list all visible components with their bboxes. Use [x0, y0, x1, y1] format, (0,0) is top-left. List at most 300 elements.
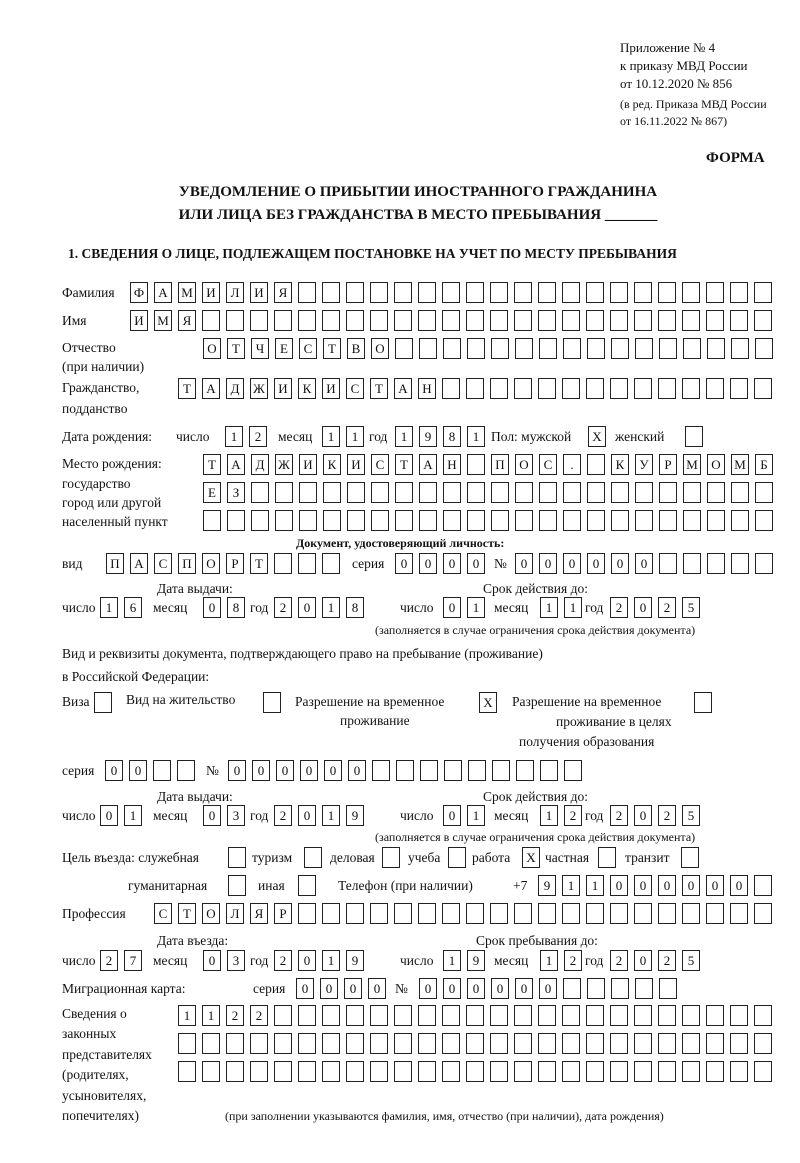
char-cell[interactable]: Н	[418, 378, 436, 399]
char-cell[interactable]	[659, 978, 677, 999]
char-cell[interactable]	[706, 1005, 724, 1026]
char-cell[interactable]	[586, 378, 604, 399]
char-cell[interactable]	[298, 282, 316, 303]
char-cell[interactable]: 0	[539, 978, 557, 999]
char-cell[interactable]: 5	[682, 597, 700, 618]
char-cell[interactable]: .	[563, 454, 581, 475]
char-cell[interactable]: 0	[443, 553, 461, 574]
char-cell[interactable]: 0	[298, 805, 316, 826]
char-cell[interactable]	[298, 1033, 316, 1054]
char-cell[interactable]: Р	[226, 553, 244, 574]
char-cell[interactable]	[635, 978, 653, 999]
char-cell[interactable]	[634, 903, 652, 924]
char-cell[interactable]: 1	[322, 805, 340, 826]
char-cell[interactable]	[611, 482, 629, 503]
char-cell[interactable]: 0	[100, 805, 118, 826]
char-cell[interactable]: О	[707, 454, 725, 475]
char-cell[interactable]: Л	[226, 282, 244, 303]
char-cell[interactable]: В	[347, 338, 365, 359]
char-cell[interactable]	[611, 510, 629, 531]
char-cell[interactable]: 2	[564, 805, 582, 826]
char-cell[interactable]	[467, 454, 485, 475]
char-cell[interactable]	[610, 282, 628, 303]
char-cell[interactable]	[539, 338, 557, 359]
char-cell[interactable]	[346, 1033, 364, 1054]
char-cell[interactable]: 0	[296, 978, 314, 999]
char-cell[interactable]	[299, 482, 317, 503]
char-cell[interactable]	[538, 282, 556, 303]
checkbox[interactable]: X	[522, 847, 540, 868]
checkbox[interactable]	[228, 875, 246, 896]
char-cell[interactable]: И	[347, 454, 365, 475]
char-cell[interactable]	[346, 903, 364, 924]
char-cell[interactable]: С	[299, 338, 317, 359]
char-cell[interactable]	[682, 310, 700, 331]
char-cell[interactable]	[466, 1061, 484, 1082]
char-cell[interactable]: 0	[563, 553, 581, 574]
char-cell[interactable]: Ф	[130, 282, 148, 303]
char-cell[interactable]	[658, 378, 676, 399]
char-cell[interactable]	[564, 760, 582, 781]
char-cell[interactable]	[683, 338, 701, 359]
char-cell[interactable]: 5	[682, 805, 700, 826]
char-cell[interactable]	[755, 482, 773, 503]
char-cell[interactable]	[514, 310, 532, 331]
char-cell[interactable]	[370, 282, 388, 303]
char-cell[interactable]	[682, 282, 700, 303]
char-cell[interactable]	[587, 978, 605, 999]
char-cell[interactable]	[731, 482, 749, 503]
char-cell[interactable]	[538, 903, 556, 924]
char-cell[interactable]	[298, 553, 316, 574]
char-cell[interactable]	[491, 338, 509, 359]
char-cell[interactable]	[562, 1033, 580, 1054]
char-cell[interactable]	[683, 510, 701, 531]
char-cell[interactable]	[562, 1061, 580, 1082]
char-cell[interactable]: Б	[755, 454, 773, 475]
char-cell[interactable]	[634, 378, 652, 399]
char-cell[interactable]: 8	[346, 597, 364, 618]
char-cell[interactable]	[683, 482, 701, 503]
char-cell[interactable]: 0	[635, 553, 653, 574]
char-cell[interactable]: 0	[348, 760, 366, 781]
char-cell[interactable]: 1	[202, 1005, 220, 1026]
checkbox[interactable]	[598, 847, 616, 868]
char-cell[interactable]	[562, 1005, 580, 1026]
char-cell[interactable]	[346, 1061, 364, 1082]
char-cell[interactable]	[419, 482, 437, 503]
char-cell[interactable]: 2	[564, 950, 582, 971]
char-cell[interactable]: 0	[730, 875, 748, 896]
char-cell[interactable]	[515, 510, 533, 531]
char-cell[interactable]	[514, 282, 532, 303]
char-cell[interactable]	[707, 338, 725, 359]
char-cell[interactable]	[754, 310, 772, 331]
char-cell[interactable]: 0	[203, 597, 221, 618]
char-cell[interactable]	[586, 282, 604, 303]
checkbox[interactable]	[228, 847, 246, 868]
char-cell[interactable]: И	[299, 454, 317, 475]
char-cell[interactable]	[394, 310, 412, 331]
char-cell[interactable]	[635, 338, 653, 359]
char-cell[interactable]: 2	[610, 597, 628, 618]
char-cell[interactable]: 2	[249, 426, 267, 447]
char-cell[interactable]	[707, 510, 725, 531]
char-cell[interactable]: 2	[250, 1005, 268, 1026]
char-cell[interactable]: З	[227, 482, 245, 503]
char-cell[interactable]: 1	[225, 426, 243, 447]
char-cell[interactable]	[323, 510, 341, 531]
char-cell[interactable]	[298, 1005, 316, 1026]
char-cell[interactable]	[347, 482, 365, 503]
char-cell[interactable]	[538, 310, 556, 331]
char-cell[interactable]	[466, 282, 484, 303]
char-cell[interactable]	[515, 482, 533, 503]
char-cell[interactable]	[610, 1005, 628, 1026]
char-cell[interactable]	[706, 903, 724, 924]
char-cell[interactable]	[707, 482, 725, 503]
char-cell[interactable]	[755, 338, 773, 359]
char-cell[interactable]: Д	[251, 454, 269, 475]
char-cell[interactable]: 1	[322, 426, 340, 447]
char-cell[interactable]	[466, 1033, 484, 1054]
char-cell[interactable]: 0	[203, 805, 221, 826]
char-cell[interactable]	[491, 482, 509, 503]
char-cell[interactable]	[226, 1061, 244, 1082]
char-cell[interactable]: И	[274, 378, 292, 399]
char-cell[interactable]	[444, 760, 462, 781]
char-cell[interactable]	[274, 553, 292, 574]
char-cell[interactable]	[418, 282, 436, 303]
char-cell[interactable]: 0	[658, 875, 676, 896]
char-cell[interactable]	[514, 1061, 532, 1082]
char-cell[interactable]: 0	[587, 553, 605, 574]
char-cell[interactable]	[178, 1033, 196, 1054]
char-cell[interactable]	[250, 310, 268, 331]
char-cell[interactable]	[587, 510, 605, 531]
char-cell[interactable]: 2	[610, 950, 628, 971]
char-cell[interactable]	[659, 482, 677, 503]
char-cell[interactable]: Р	[274, 903, 292, 924]
char-cell[interactable]: 1	[100, 597, 118, 618]
char-cell[interactable]	[227, 510, 245, 531]
char-cell[interactable]	[322, 282, 340, 303]
char-cell[interactable]: Д	[226, 378, 244, 399]
char-cell[interactable]	[730, 310, 748, 331]
char-cell[interactable]	[467, 510, 485, 531]
char-cell[interactable]: М	[731, 454, 749, 475]
char-cell[interactable]	[755, 553, 773, 574]
char-cell[interactable]	[442, 1033, 460, 1054]
char-cell[interactable]: 0	[467, 553, 485, 574]
char-cell[interactable]	[611, 978, 629, 999]
char-cell[interactable]	[539, 482, 557, 503]
char-cell[interactable]	[682, 1033, 700, 1054]
char-cell[interactable]: 2	[658, 597, 676, 618]
char-cell[interactable]	[322, 310, 340, 331]
char-cell[interactable]: 0	[634, 875, 652, 896]
char-cell[interactable]	[251, 510, 269, 531]
char-cell[interactable]	[538, 1033, 556, 1054]
char-cell[interactable]: 2	[274, 805, 292, 826]
char-cell[interactable]	[490, 903, 508, 924]
char-cell[interactable]	[251, 482, 269, 503]
char-cell[interactable]: П	[491, 454, 509, 475]
char-cell[interactable]	[682, 1061, 700, 1082]
char-cell[interactable]: 0	[682, 875, 700, 896]
char-cell[interactable]: А	[227, 454, 245, 475]
char-cell[interactable]: 8	[227, 597, 245, 618]
char-cell[interactable]	[394, 903, 412, 924]
char-cell[interactable]	[514, 1033, 532, 1054]
char-cell[interactable]: 0	[539, 553, 557, 574]
char-cell[interactable]	[346, 282, 364, 303]
char-cell[interactable]	[516, 760, 534, 781]
char-cell[interactable]	[298, 310, 316, 331]
char-cell[interactable]	[706, 378, 724, 399]
char-cell[interactable]	[370, 1061, 388, 1082]
char-cell[interactable]: Ж	[250, 378, 268, 399]
char-cell[interactable]	[587, 482, 605, 503]
char-cell[interactable]: Т	[203, 454, 221, 475]
char-cell[interactable]: 0	[634, 950, 652, 971]
char-cell[interactable]	[682, 1005, 700, 1026]
char-cell[interactable]	[538, 1005, 556, 1026]
char-cell[interactable]	[562, 903, 580, 924]
char-cell[interactable]: 0	[129, 760, 147, 781]
char-cell[interactable]: Я	[274, 282, 292, 303]
char-cell[interactable]	[370, 310, 388, 331]
char-cell[interactable]	[658, 903, 676, 924]
char-cell[interactable]: П	[106, 553, 124, 574]
char-cell[interactable]: Л	[226, 903, 244, 924]
char-cell[interactable]	[153, 760, 171, 781]
char-cell[interactable]	[611, 338, 629, 359]
char-cell[interactable]: 1	[322, 597, 340, 618]
char-cell[interactable]	[202, 310, 220, 331]
char-cell[interactable]: 1	[540, 597, 558, 618]
char-cell[interactable]	[562, 378, 580, 399]
char-cell[interactable]	[634, 1033, 652, 1054]
checkbox[interactable]	[685, 426, 703, 447]
char-cell[interactable]: 9	[346, 805, 364, 826]
char-cell[interactable]	[706, 310, 724, 331]
char-cell[interactable]	[610, 378, 628, 399]
char-cell[interactable]	[610, 310, 628, 331]
char-cell[interactable]	[730, 903, 748, 924]
char-cell[interactable]	[443, 482, 461, 503]
char-cell[interactable]	[346, 310, 364, 331]
char-cell[interactable]: Т	[370, 378, 388, 399]
char-cell[interactable]	[683, 553, 701, 574]
char-cell[interactable]	[707, 553, 725, 574]
char-cell[interactable]: 1	[443, 950, 461, 971]
char-cell[interactable]	[658, 1033, 676, 1054]
char-cell[interactable]: 2	[100, 950, 118, 971]
char-cell[interactable]: И	[250, 282, 268, 303]
char-cell[interactable]: 0	[515, 978, 533, 999]
char-cell[interactable]	[420, 760, 438, 781]
char-cell[interactable]	[274, 310, 292, 331]
char-cell[interactable]: 0	[515, 553, 533, 574]
char-cell[interactable]	[754, 1061, 772, 1082]
char-cell[interactable]: Т	[227, 338, 245, 359]
char-cell[interactable]	[468, 760, 486, 781]
char-cell[interactable]	[659, 510, 677, 531]
char-cell[interactable]	[682, 903, 700, 924]
char-cell[interactable]: 0	[344, 978, 362, 999]
char-cell[interactable]	[635, 482, 653, 503]
char-cell[interactable]: П	[178, 553, 196, 574]
char-cell[interactable]: 3	[227, 950, 245, 971]
checkbox[interactable]	[694, 692, 712, 713]
char-cell[interactable]: 0	[419, 553, 437, 574]
checkbox[interactable]	[304, 847, 322, 868]
char-cell[interactable]	[731, 510, 749, 531]
char-cell[interactable]	[730, 378, 748, 399]
char-cell[interactable]: Т	[250, 553, 268, 574]
char-cell[interactable]: 8	[443, 426, 461, 447]
char-cell[interactable]	[442, 1061, 460, 1082]
char-cell[interactable]	[658, 282, 676, 303]
checkbox[interactable]	[382, 847, 400, 868]
char-cell[interactable]	[490, 282, 508, 303]
char-cell[interactable]	[562, 282, 580, 303]
char-cell[interactable]	[322, 553, 340, 574]
char-cell[interactable]	[394, 1061, 412, 1082]
char-cell[interactable]	[634, 1061, 652, 1082]
char-cell[interactable]	[322, 903, 340, 924]
char-cell[interactable]: 2	[274, 597, 292, 618]
char-cell[interactable]	[586, 1005, 604, 1026]
char-cell[interactable]	[419, 338, 437, 359]
char-cell[interactable]	[443, 510, 461, 531]
char-cell[interactable]	[706, 1061, 724, 1082]
char-cell[interactable]: 0	[443, 805, 461, 826]
char-cell[interactable]: С	[154, 553, 172, 574]
char-cell[interactable]: 0	[203, 950, 221, 971]
char-cell[interactable]	[442, 310, 460, 331]
char-cell[interactable]: С	[154, 903, 172, 924]
char-cell[interactable]	[514, 903, 532, 924]
char-cell[interactable]: О	[515, 454, 533, 475]
char-cell[interactable]	[731, 553, 749, 574]
char-cell[interactable]: А	[154, 282, 172, 303]
char-cell[interactable]	[586, 903, 604, 924]
char-cell[interactable]	[610, 1033, 628, 1054]
char-cell[interactable]: 1	[467, 426, 485, 447]
char-cell[interactable]	[492, 760, 510, 781]
char-cell[interactable]: 0	[467, 978, 485, 999]
char-cell[interactable]	[730, 1061, 748, 1082]
char-cell[interactable]	[442, 282, 460, 303]
char-cell[interactable]	[659, 338, 677, 359]
char-cell[interactable]	[226, 310, 244, 331]
char-cell[interactable]: Ж	[275, 454, 293, 475]
char-cell[interactable]: Р	[659, 454, 677, 475]
char-cell[interactable]	[586, 1061, 604, 1082]
checkbox[interactable]: X	[479, 692, 497, 713]
char-cell[interactable]	[466, 310, 484, 331]
char-cell[interactable]	[563, 482, 581, 503]
char-cell[interactable]	[372, 760, 390, 781]
char-cell[interactable]	[418, 903, 436, 924]
char-cell[interactable]: И	[130, 310, 148, 331]
char-cell[interactable]	[490, 1033, 508, 1054]
char-cell[interactable]	[394, 282, 412, 303]
char-cell[interactable]: А	[202, 378, 220, 399]
char-cell[interactable]	[563, 510, 581, 531]
char-cell[interactable]: 0	[443, 978, 461, 999]
char-cell[interactable]: 2	[658, 805, 676, 826]
char-cell[interactable]: У	[635, 454, 653, 475]
char-cell[interactable]	[610, 903, 628, 924]
char-cell[interactable]: 7	[124, 950, 142, 971]
char-cell[interactable]	[682, 378, 700, 399]
char-cell[interactable]: 0	[634, 805, 652, 826]
char-cell[interactable]	[731, 338, 749, 359]
char-cell[interactable]	[730, 1005, 748, 1026]
char-cell[interactable]: 0	[105, 760, 123, 781]
char-cell[interactable]: 1	[322, 950, 340, 971]
char-cell[interactable]: 0	[320, 978, 338, 999]
char-cell[interactable]: Я	[178, 310, 196, 331]
char-cell[interactable]	[442, 903, 460, 924]
char-cell[interactable]: 9	[467, 950, 485, 971]
char-cell[interactable]: 0	[611, 553, 629, 574]
char-cell[interactable]: Ч	[251, 338, 269, 359]
char-cell[interactable]: С	[346, 378, 364, 399]
char-cell[interactable]	[274, 1005, 292, 1026]
char-cell[interactable]: 0	[395, 553, 413, 574]
char-cell[interactable]: 1	[178, 1005, 196, 1026]
char-cell[interactable]	[322, 1005, 340, 1026]
char-cell[interactable]	[754, 282, 772, 303]
char-cell[interactable]	[370, 1033, 388, 1054]
char-cell[interactable]	[658, 1005, 676, 1026]
char-cell[interactable]	[659, 553, 677, 574]
char-cell[interactable]: К	[298, 378, 316, 399]
char-cell[interactable]	[587, 454, 605, 475]
char-cell[interactable]: Н	[443, 454, 461, 475]
char-cell[interactable]	[467, 482, 485, 503]
char-cell[interactable]	[754, 903, 772, 924]
char-cell[interactable]: 2	[658, 950, 676, 971]
char-cell[interactable]	[755, 510, 773, 531]
char-cell[interactable]: А	[419, 454, 437, 475]
char-cell[interactable]: 0	[298, 950, 316, 971]
char-cell[interactable]: Е	[275, 338, 293, 359]
char-cell[interactable]	[490, 1061, 508, 1082]
char-cell[interactable]: 0	[634, 597, 652, 618]
checkbox[interactable]	[298, 875, 316, 896]
char-cell[interactable]	[466, 1005, 484, 1026]
char-cell[interactable]	[395, 510, 413, 531]
char-cell[interactable]	[586, 310, 604, 331]
char-cell[interactable]: 0	[324, 760, 342, 781]
char-cell[interactable]: 1	[540, 950, 558, 971]
char-cell[interactable]	[514, 378, 532, 399]
char-cell[interactable]	[490, 310, 508, 331]
char-cell[interactable]: О	[202, 903, 220, 924]
checkbox[interactable]	[94, 692, 112, 713]
char-cell[interactable]	[250, 1061, 268, 1082]
char-cell[interactable]: О	[203, 338, 221, 359]
char-cell[interactable]	[418, 1033, 436, 1054]
char-cell[interactable]: 1	[540, 805, 558, 826]
char-cell[interactable]: 9	[346, 950, 364, 971]
char-cell[interactable]	[538, 1061, 556, 1082]
